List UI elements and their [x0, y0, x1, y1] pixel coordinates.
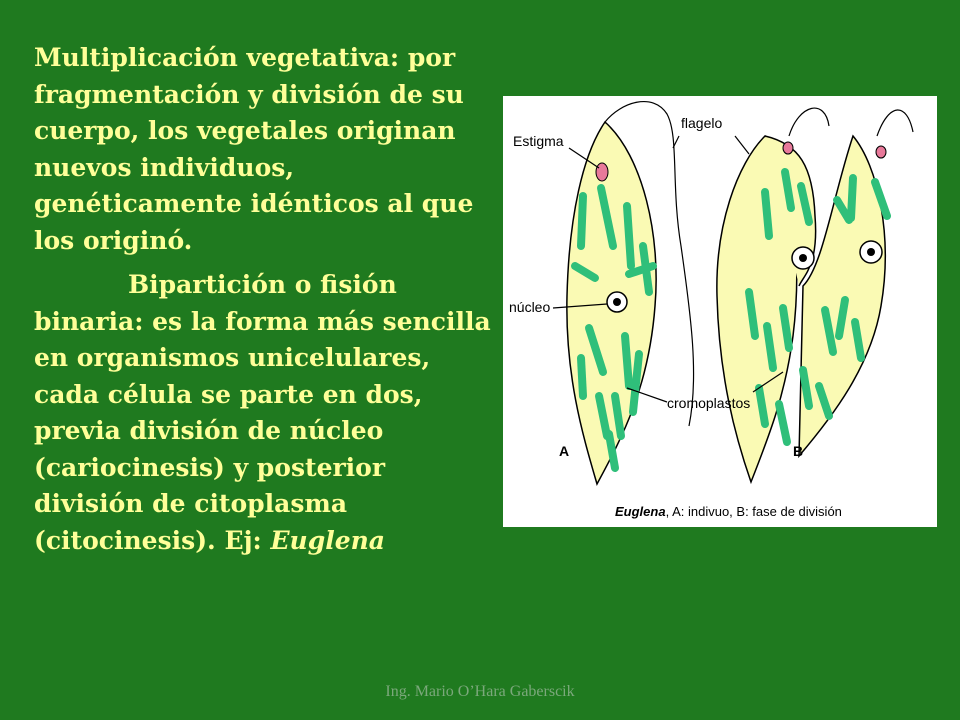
euglena-diagram: [503, 96, 937, 527]
species-name: Euglena: [270, 525, 385, 555]
label-chromoplasts: cromoplastos: [667, 395, 751, 411]
label-b: B: [793, 443, 804, 459]
figure-caption: [615, 504, 842, 519]
cell-a-stigma: [596, 163, 608, 181]
cell-b-flagellum-right: [877, 110, 913, 136]
caption-species: Euglena: [615, 504, 666, 519]
label-flagellum: flagelo: [681, 115, 723, 131]
cell-b-flagellum-left: [789, 108, 829, 136]
label-a: A: [559, 443, 570, 459]
paragraph-binary-fission: [34, 267, 502, 559]
paragraph-vegetative-multiplication: Multiplicación vegetativa: por fragmentación y división de su cuerpo, los vegetales originan nuevos individuos, genéticamente idénticos al que los originó.: [34, 43, 474, 255]
binary-fission-text: Bipartición o fisión binaria: es la forma más sencilla en organismos unicelulares, cada célula se parte en dos, previa división de núcleo (cariocinesis) y posterior división de citoplasma (citocinesis). Ej:: [34, 270, 491, 555]
cell-b-stigma-left: [783, 142, 793, 154]
label-nucleus: núcleo: [509, 299, 551, 315]
label-stigma: Estigma: [513, 133, 564, 149]
footer-author: Ing. Mario O’Hara Gaberscik: [385, 683, 575, 700]
slide-text: [34, 40, 502, 559]
cell-b-stigma-right: [876, 146, 886, 158]
euglena-illustration: [503, 96, 937, 527]
caption-rest: , A: indivuo, B: fase de división: [665, 504, 842, 519]
flagellum-leader-b: [735, 136, 749, 154]
